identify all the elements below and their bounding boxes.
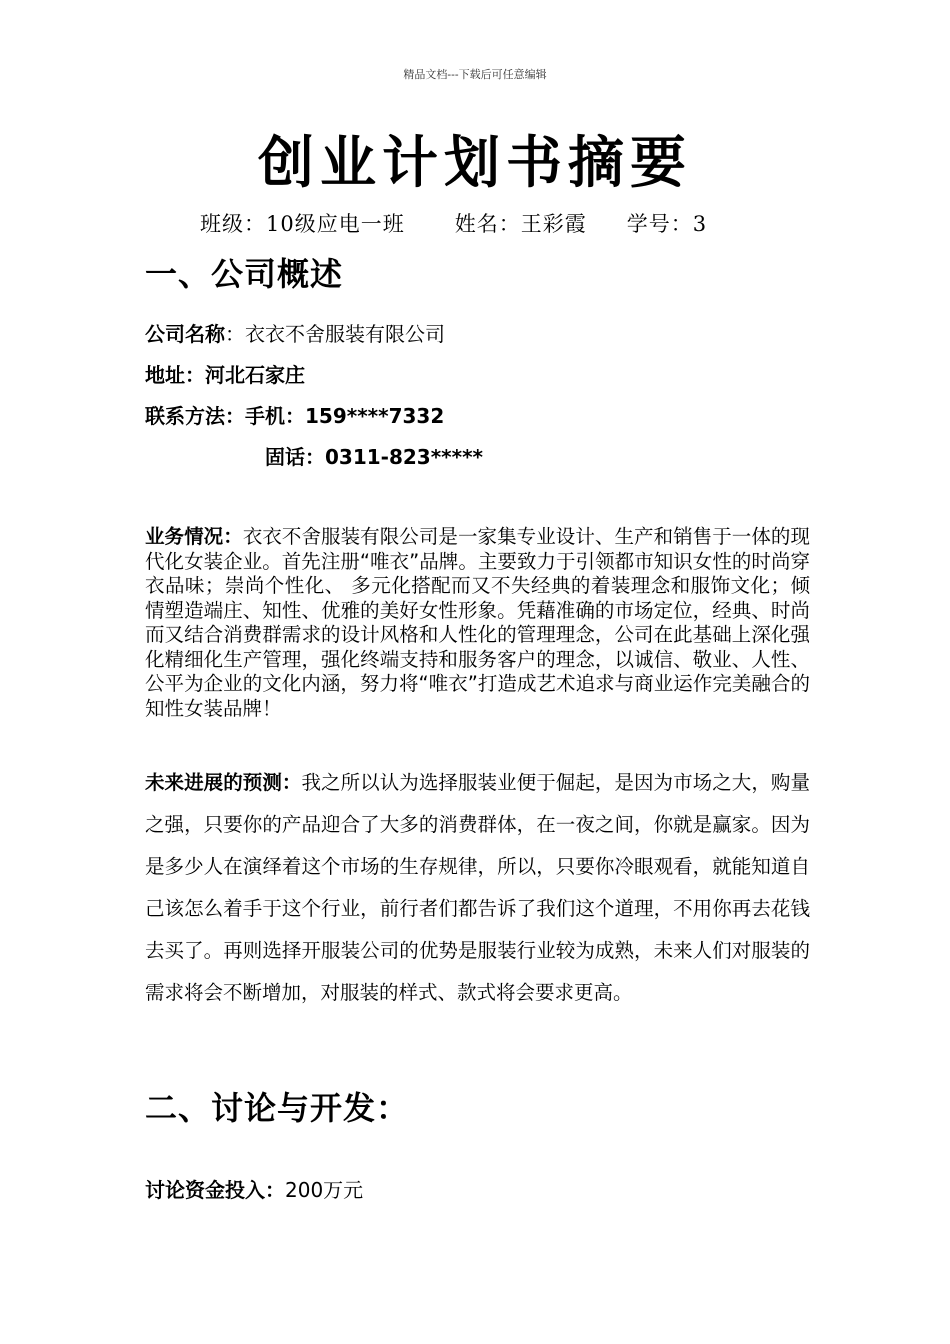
- landline-number: 固话：0311-823*****: [265, 445, 484, 469]
- future-label: 未来进展的预测：: [145, 771, 302, 794]
- name-value: 王彩霞: [520, 212, 587, 236]
- section-heading-development: 二、讨论与开发：: [145, 1089, 410, 1127]
- contact-field: [145, 402, 444, 430]
- company-name-value: ：衣衣不舍服装有限公司: [225, 322, 445, 346]
- future-text: 我之所以认为选择服装业便于倔起，是因为市场之大，购量之强，只要你的产品迎合了大多的消费群体，在一夜之间，你就是赢家。因为是多少人在演绎着这个市场的生存规律，所以，只要你冷眼观看，就能知道自己该怎么着手于这个行业，前行者们都告诉了我们这个道理，不用你再去花钱去买了。再则选择开服装公司的优势是服装行业较为成熟，未来人们对服装的需求将会不断增加，对服装的样式、款式将会要求更高。: [145, 771, 810, 1004]
- id-value: 3: [692, 212, 708, 236]
- name-label: 姓名：: [454, 212, 521, 236]
- investment-label: 讨论资金投入：: [145, 1178, 285, 1202]
- future-paragraph: [145, 762, 810, 1014]
- section-heading-overview: 一、公司概述: [145, 255, 344, 293]
- class-value: 10级应电一班: [266, 212, 405, 236]
- business-text: 衣衣不舍服装有限公司是一家集专业设计、生产和销售于一体的现代化女装企业。首先注册“唯衣”品牌。主要致力于引领都市知识女性的时尚穿衣品味；崇尚个性化、 多元化搭配而又不失经典的着装理念和服饰文化；倾情塑造端庄、知性、优雅的美好女性形象。凭藉准确的市场定位，经典、时尚而又结合消费群需求的设计风格和人性化的管理理念，公司在此基础上深化强化精细化生产管理，强化终端支持和服务客户的理念，以诚信、敬业、人性、公平为企业的文化内涵，努力将“唯衣”打造成艺术追求与商业运作完美融合的知性女装品牌！: [145, 525, 810, 720]
- document-title: 创业计划书摘要: [258, 130, 692, 196]
- mobile-number: 手机：159****7332: [245, 404, 445, 428]
- contact-label: 联系方法：: [145, 404, 245, 428]
- company-name-label: 公司名称: [145, 322, 225, 346]
- class-label: 班级：: [200, 212, 266, 236]
- id-label: 学号：: [626, 212, 693, 236]
- address-field: 地址：河北石家庄: [145, 363, 305, 387]
- business-label: 业务情况：: [145, 525, 243, 548]
- student-info-line: [200, 208, 707, 238]
- header-note: 精品文档---下载后可任意编辑: [403, 68, 547, 81]
- business-paragraph: [145, 525, 810, 721]
- investment-value: 200万元: [285, 1178, 364, 1202]
- company-name-field: [145, 320, 445, 348]
- investment-field: [145, 1176, 363, 1204]
